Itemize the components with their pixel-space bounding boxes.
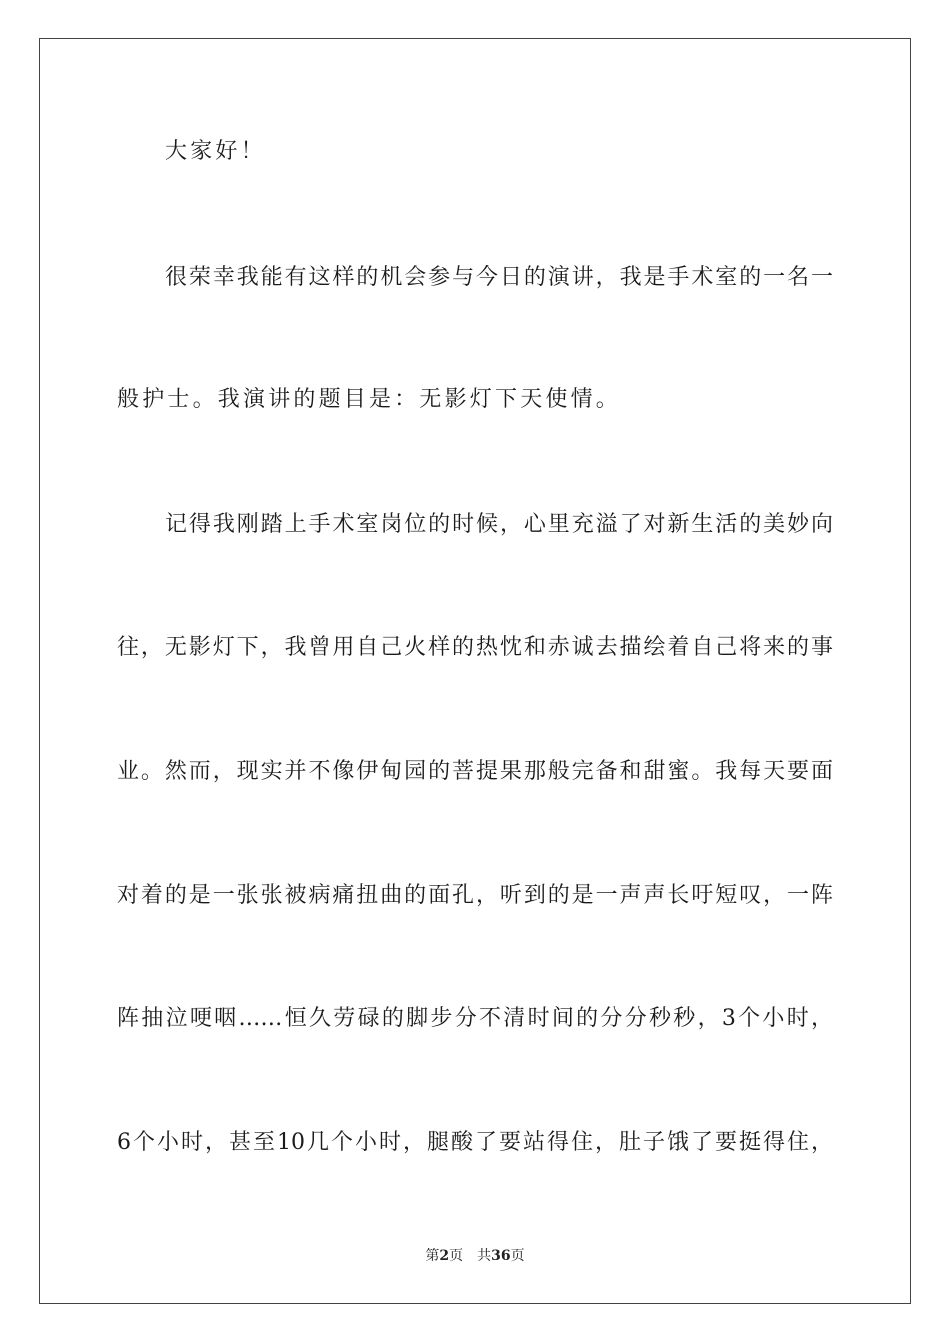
paragraph-memory-line-3: 业。然而，现实并不像伊甸园的菩提果那般完备和甜蜜。我每天要面	[117, 759, 833, 784]
total-prefix: 共	[477, 1248, 492, 1264]
paragraph-intro-line-1: 很荣幸我能有这样的机会参与今日的演讲，我是手术室的一名一	[165, 265, 833, 290]
paragraph-memory-line-6: 6个小时，甚至10几个小时，腿酸了要站得住，肚子饿了要挺得住，	[117, 1130, 833, 1155]
page-number: 2	[439, 1248, 450, 1264]
page-prefix: 第	[425, 1248, 440, 1264]
page-frame	[39, 38, 911, 1304]
total-suffix: 页	[510, 1248, 525, 1264]
total-pages: 36	[491, 1248, 511, 1264]
page-footer	[0, 1246, 950, 1266]
paragraph-memory-line-4: 对着的是一张张被病痛扭曲的面孔，听到的是一声声长吁短叹，一阵	[117, 883, 833, 908]
paragraph-memory-line-5: 阵抽泣哽咽……恒久劳碌的脚步分不清时间的分分秒秒，3个小时，	[117, 1006, 833, 1031]
page-suffix: 页	[449, 1248, 464, 1264]
paragraph-intro-line-2: 般护士。我演讲的题目是：无影灯下天使情。	[117, 387, 622, 412]
paragraph-greeting: 大家好！	[165, 139, 266, 164]
paragraph-memory-line-1: 记得我刚踏上手术室岗位的时候，心里充溢了对新生活的美妙向	[165, 512, 833, 537]
paragraph-memory-line-2: 往，无影灯下，我曾用自己火样的热忱和赤诚去描绘着自己将来的事	[117, 635, 833, 660]
